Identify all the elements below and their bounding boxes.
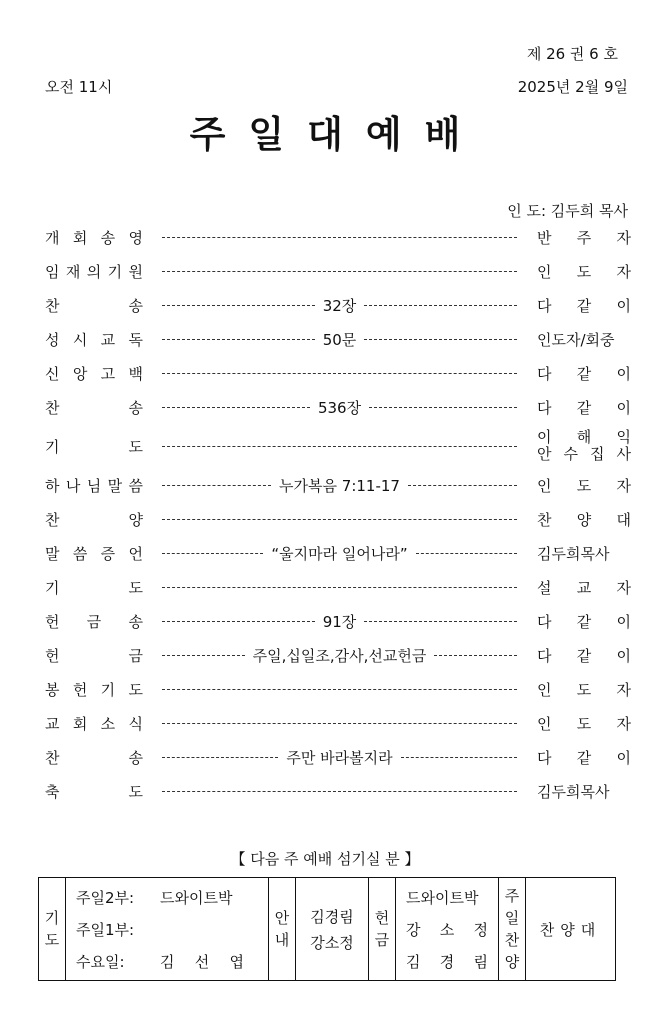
order-row [45, 538, 631, 568]
order-row [45, 742, 631, 772]
order-detail-text: 91장 [322, 612, 357, 631]
order-detail [162, 222, 517, 252]
order-detail [162, 290, 517, 320]
order-responsible: 김두희목사 [537, 782, 610, 801]
order-detail [162, 256, 517, 286]
order-detail-text: 50문 [322, 330, 357, 349]
order-row [45, 222, 631, 252]
order-item-label: 헌 금 [45, 646, 143, 665]
volume-number: 제 26 권 6 호 [526, 45, 618, 63]
order-row [45, 708, 631, 738]
prayer-row [76, 945, 268, 977]
order-item-label: 봉 헌 기 도 [45, 680, 143, 699]
order-row [45, 290, 631, 320]
order-item-label: 교 회 소 식 [45, 714, 143, 733]
order-responsible: 인 도 자 [537, 680, 631, 699]
order-detail [162, 504, 517, 534]
order-row [45, 392, 631, 422]
order-responsible: 반 주 자 [537, 228, 631, 247]
order-responsible-title: 안 수 집 사 [537, 445, 631, 463]
order-detail [162, 640, 517, 670]
order-detail [162, 606, 517, 636]
order-detail [162, 776, 517, 806]
order-responsible: 다 같 이 [537, 612, 631, 631]
order-responsible: 인 도 자 [537, 714, 631, 733]
order-item-label: 찬 송 [45, 296, 143, 315]
order-responsible: 다 같 이 [537, 398, 631, 417]
order-detail [162, 742, 517, 772]
offering-names [396, 878, 499, 981]
order-item-label: 헌 금 송 [45, 612, 143, 631]
order-item-label: 기 도 [45, 578, 143, 597]
usher-label: 안 내 [269, 878, 296, 981]
order-row [45, 256, 631, 286]
order-responsible [537, 426, 631, 466]
order-row [45, 426, 631, 466]
order-detail [162, 538, 517, 568]
prayer-label: 기 도 [39, 878, 66, 981]
choir-label: 주 일 찬 양 [499, 878, 526, 981]
prayer-row [76, 881, 268, 913]
order-responsible: 다 같 이 [537, 364, 631, 383]
order-row [45, 358, 631, 388]
order-row [45, 572, 631, 602]
prayer-day-label: 주일1부: [76, 920, 135, 939]
usher-name: 강소정 [310, 933, 354, 952]
order-responsible: 인 도 자 [537, 262, 631, 281]
order-item-label: 개 회 송 영 [45, 228, 143, 247]
order-responsible: 김두희목사 [537, 544, 610, 563]
order-detail [162, 426, 517, 466]
order-item-label: 신 앙 고 백 [45, 364, 143, 383]
order-item-label: 말 씀 증 언 [45, 544, 143, 563]
order-responsible: 인 도 자 [537, 476, 631, 495]
order-detail [162, 674, 517, 704]
order-responsible: 찬 양 대 [537, 510, 631, 529]
prayer-name: 드와이트박 [160, 888, 233, 907]
order-item-label: 임 재 의 기 원 [45, 262, 143, 281]
order-detail [162, 392, 517, 422]
order-item-label: 하 나 님 말 씀 [45, 476, 143, 495]
service-leader: 인 도: 김두희 목사 [507, 202, 628, 220]
order-row [45, 606, 631, 636]
order-item-label: 기 도 [45, 437, 143, 456]
order-detail-text: 주만 바라볼지라 [286, 748, 393, 767]
prayer-day-label: 수요일: [76, 952, 125, 971]
order-detail [162, 572, 517, 602]
prayer-row [76, 913, 268, 945]
order-responsible: 인도자/회중 [537, 330, 615, 349]
next-week-roster [38, 877, 616, 981]
next-week-title: 【 다음 주 예배 섬기실 분 】 [230, 850, 420, 868]
order-responsible: 설 교 자 [537, 578, 631, 597]
order-detail [162, 358, 517, 388]
offering-name: 강 소 정 [406, 920, 488, 939]
offering-name: 드와이트박 [406, 888, 479, 907]
prayer-schedule [66, 878, 269, 981]
prayer-day-label: 주일2부: [76, 888, 135, 907]
offering-name: 김 경 림 [406, 952, 488, 971]
page-title: 주일대예배 [189, 113, 484, 156]
order-item-label: 성 시 교 독 [45, 330, 143, 349]
order-responsible-name: 이 해 익 [537, 428, 631, 446]
order-item-label: 축 도 [45, 782, 143, 801]
usher-name: 김경림 [310, 907, 354, 926]
order-detail [162, 324, 517, 354]
order-row [45, 470, 631, 500]
order-detail-text: “울지마라 일어나라” [271, 544, 408, 563]
order-responsible: 다 같 이 [537, 296, 631, 315]
service-date: 2025년 2월 9일 [517, 78, 628, 96]
order-detail-text: 주일,십일조,감사,선교헌금 [252, 646, 427, 665]
order-row [45, 776, 631, 806]
order-row [45, 504, 631, 534]
order-detail-text: 536장 [317, 398, 362, 417]
order-detail [162, 708, 517, 738]
order-responsible: 다 같 이 [537, 646, 631, 665]
choir-name: 찬양대 [526, 878, 616, 981]
service-time: 오전 11시 [45, 78, 113, 96]
order-detail-text: 32장 [322, 296, 357, 315]
order-row [45, 640, 631, 670]
prayer-name: 김 선 엽 [160, 952, 244, 971]
order-row [45, 324, 631, 354]
order-detail-text: 누가복음 7:11-17 [279, 476, 400, 495]
order-item-label: 찬 송 [45, 748, 143, 767]
order-responsible: 다 같 이 [537, 748, 631, 767]
usher-names [296, 878, 369, 981]
order-row [45, 674, 631, 704]
offering-label: 헌 금 [369, 878, 396, 981]
order-item-label: 찬 양 [45, 510, 143, 529]
order-detail [162, 470, 517, 500]
order-item-label: 찬 송 [45, 398, 143, 417]
